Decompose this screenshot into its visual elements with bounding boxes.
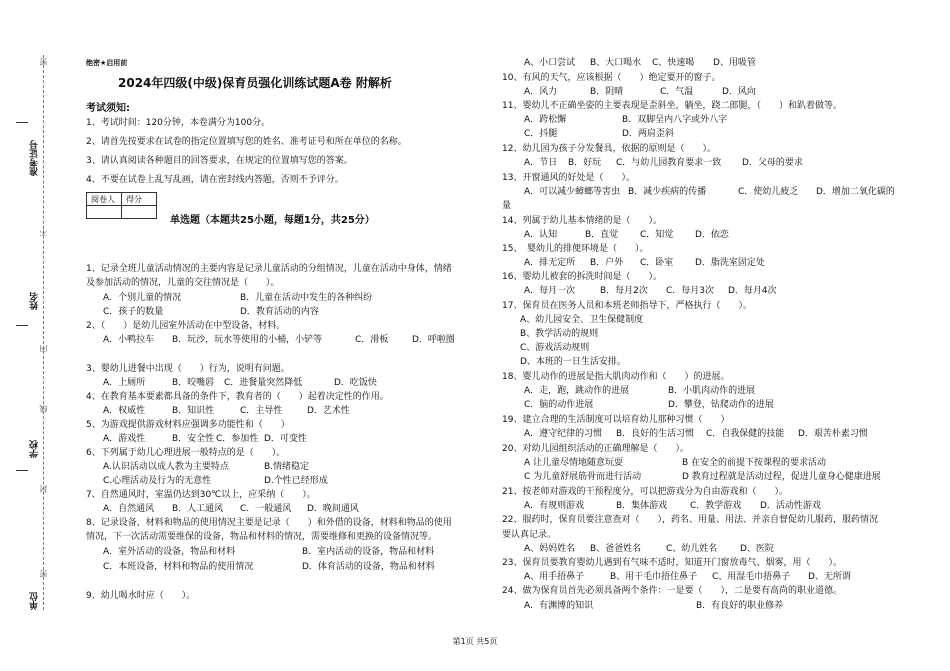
question-text: 22、服药时，保育员要注意查对（ ），药名、用量、用法、并亲自督促幼儿服药，服药情况 [502, 515, 878, 525]
option: C．自我保健的技能 [706, 429, 785, 439]
question-text: 18、婴儿动作的进展是指大肌肉动作和（ ）的进展。 [502, 372, 730, 382]
seal-mark: 封 [39, 485, 48, 493]
option: D．可变性 [264, 434, 307, 444]
option: A．个别儿童的情况 [103, 293, 182, 303]
option: B．知识性 [172, 406, 215, 416]
option: A．有规则游戏 [524, 501, 585, 511]
option: B．直觉 [585, 230, 619, 240]
option: B．双脚呈内八字或外八字 [622, 115, 728, 125]
question-text: 情况，下一次活动需要维保的设备，物品和材料的情况，需要维修和更换的设备情况等。 [86, 532, 438, 542]
option: D．吃饭快 [334, 378, 377, 388]
option: C．使幼儿疲乏 [738, 187, 799, 197]
option: A．走，跑，跳动作的进展 [524, 386, 630, 396]
option: B 在安全的前提下按课程的要求活动 [682, 458, 827, 468]
question-text: 24、做为保育员首先必须具备两个条件：一是要（ ），二是要有高尚的职业道德。 [502, 586, 842, 596]
seal-mark: 不 [39, 228, 48, 236]
option: A、幼儿园安全、卫生保健制度 [520, 315, 644, 325]
seal-mark: 线 [39, 405, 48, 413]
option: D．艺术性 [307, 406, 350, 416]
option: D、用吸管 [713, 58, 756, 68]
secret-mark: 绝密★启用前 [86, 59, 128, 67]
option: B．安全性 [172, 434, 215, 444]
section-title: 单选题（本题共25小题，每题1分，共25分） [170, 215, 375, 226]
option: A.认识活动以成人教为主要特点 [103, 462, 229, 472]
option: A．自然通风 [103, 504, 155, 514]
option: B．良好的生活习惯 [616, 429, 695, 439]
option: D．教育活动的内容 [240, 307, 319, 317]
option: A．权威性 [103, 406, 146, 416]
option: B．咬嘴唇 [172, 378, 215, 388]
question-text: 6、下列属于幼儿心理进展一般特点的是（ ）。 [86, 448, 286, 458]
question-text: 23、保育员要教育婴幼儿遇到有气味不适时，知道开门窗放毒气、烟雾，用（ ）。 [502, 558, 842, 568]
option: B．玩沙，玩水等使用的小桶，小铲等 [172, 335, 323, 345]
option: A．跨松懈 [524, 115, 567, 125]
option: C．教学游戏 [690, 501, 742, 511]
option: D．攀登，钻爬动作的进展 [668, 400, 774, 410]
option: A．小鸭拉车 [103, 335, 155, 345]
notice-heading: 考试须知: [86, 103, 130, 114]
option: B．人工通风 [172, 504, 224, 514]
option: D、医院 [740, 544, 774, 554]
seal-line [43, 55, 44, 610]
option: B.情绪稳定 [264, 462, 310, 472]
option: C．一般通风 [240, 504, 292, 514]
notice-item: 4、不要在试卷上乱写乱画，请在密封线内答题，否则不予评分。 [86, 175, 344, 185]
option: C.心理活动及行为的无意性 [103, 476, 212, 486]
option: C．主导性 [240, 406, 283, 416]
option: D．晚间通风 [307, 504, 359, 514]
option: B．有良好的职业修养 [696, 601, 784, 611]
option: D．脂洗室固定处 [695, 258, 765, 268]
question-text-wrap: 量 [502, 201, 512, 211]
unit-label: 单位 [30, 592, 40, 610]
option: D．体育活动的设备，物品和材料 [302, 562, 435, 572]
option: B．减少疾病的传播 [628, 187, 707, 197]
option: A．游戏性 [103, 434, 146, 444]
option: A．节日 [524, 158, 558, 168]
option: A．每月一次 [524, 286, 576, 296]
option: C．抖腿 [524, 129, 558, 139]
question-text: 要认真记录。 [502, 530, 557, 540]
option: A、小口尝试 [524, 58, 576, 68]
question-text: 11、婴幼儿不正确坐姿的主要表现是歪斜坐，躺坐，跷二郎腿，（ ）和趴着做等。 [502, 101, 842, 111]
score-table [86, 192, 157, 219]
question-text: 3、婴幼儿进餐中出现（ ）行为，说明有问题。 [86, 364, 290, 374]
question-text: 21、按老师对游戏的干预程度分，可以把游戏分为自由游戏和（ ）。 [502, 487, 788, 497]
question-text: 13、开窗通风的好处是（ ）。 [502, 173, 635, 183]
option: B．好玩 [568, 158, 602, 168]
option: B、用干毛巾捂住鼻子 [610, 572, 698, 582]
option: C．参加性 [216, 434, 259, 444]
question-text: 14、列属于幼儿基本情绪的是（ ）。 [502, 216, 662, 226]
option: C．卧室 [640, 258, 674, 268]
question-text: 2、（ ）是幼儿园室外活动在中型设备，材料。 [86, 321, 286, 331]
option: C、幼儿姓名 [666, 544, 718, 554]
option: A．有渊博的知识 [524, 601, 594, 611]
grader-blank[interactable] [87, 206, 122, 219]
option: B、教学活动的规则 [520, 329, 599, 339]
option: D、无所谓 [808, 572, 851, 582]
question-text: 15、 婴幼儿的排便环境是（ ）。 [502, 244, 649, 254]
option: C 为儿童舒展筋骨而进行活动 [524, 472, 642, 482]
question-text: 1、记录全班儿童活动情况的主要内容是记录儿童活动的分组情况，儿童在活动中身体，情绪 [86, 264, 452, 274]
score-cell: 得分 [122, 193, 157, 206]
option: C、游戏活动规则 [520, 343, 590, 353]
name-label: 姓名 [30, 292, 40, 310]
option: D．依恋 [695, 230, 729, 240]
question-text: 7、自然通风时，室温仍达到30℃以上，应采纳（ ）。 [86, 490, 316, 500]
option: B．儿童在活动中发生的各种纠纷 [240, 293, 373, 303]
question-text: 及参加活动的情况，儿童的交往情况是（ ）。 [86, 278, 280, 288]
question-text: 12、幼儿园为孩子分发餐具，依据的原则是（ ）。 [502, 144, 716, 154]
option: C．孩子的数量 [103, 307, 164, 317]
option: D．活动性游戏 [760, 501, 821, 511]
option: C．知觉 [640, 230, 674, 240]
question-text: 8、记录设备，材料和物品的使用情况主要是记录（ ）和外借的设备，材料和物品的使用 [86, 518, 452, 528]
question-text: 10、有风的天气，应该根据（ ）绝定要开的窗子。 [502, 73, 721, 83]
option: A、妈妈姓名 [524, 544, 576, 554]
notice-item: 1、考试时间：120分钟，本卷满分为100分。 [86, 118, 271, 128]
option: C．脑的动作进展 [524, 400, 594, 410]
question-text: 20、对幼儿园组织活动的正确理解是（ ）。 [502, 444, 689, 454]
fill-line [16, 470, 28, 471]
option: B．阴晴 [590, 87, 624, 97]
exam-number-label: 准考证号 [30, 140, 40, 176]
option: B．集体游戏 [616, 501, 668, 511]
option: C．每月3次 [666, 286, 715, 296]
score-blank[interactable] [122, 206, 157, 219]
option: D．增加二氧化碳的 [816, 187, 895, 197]
option: B、爸爸姓名 [590, 544, 642, 554]
option: A．认知 [524, 230, 558, 240]
option: D、本班的一日生活安排。 [520, 357, 626, 367]
option: B．户外 [590, 258, 624, 268]
fill-line [16, 325, 28, 326]
question-text: 17、保育员在医务人员和本班老师指导下，严格执行（ ）。 [502, 301, 752, 311]
option: B．室内活动的设备，物品和材料 [302, 547, 435, 557]
option: D．呼啦圈 [412, 335, 455, 345]
option: C．与幼儿园教育要求一致 [616, 158, 722, 168]
option: C．本班设备，材料和物品的使用情况 [103, 562, 254, 572]
binding-margin [0, 0, 62, 671]
question-text: 19、建立合理的生活制度可以培育幼儿那种习惯（ ） [502, 415, 730, 425]
question-text: 4、在教育基本要素都具备的条件下，教育者的（ ）起着决定性的作用。 [86, 392, 389, 402]
question-text: 5、为游戏提供游戏材料应强调多功能性和（ ） [86, 420, 290, 430]
seal-mark: 密 [39, 58, 48, 66]
option: C、用湿毛巾捂鼻子 [712, 572, 791, 582]
question-text: 16、婴幼儿被套的拆洗时间是（ ）。 [502, 272, 662, 282]
option: D．每月4次 [728, 286, 777, 296]
question-text: 9、幼儿喝水时应（ ）。 [86, 591, 196, 601]
option: D.个性已经形成 [264, 476, 328, 486]
school-label: 学校 [30, 440, 40, 458]
notice-item: 3、请认真阅读各种题目的回答要求，在规定的位置填写您的答案。 [86, 156, 353, 166]
grader-cell: 阅卷人 [87, 193, 122, 206]
option: B．小肌肉动作的进展 [668, 386, 756, 396]
option: B、大口喝水 [590, 58, 642, 68]
option: C．气温 [660, 87, 694, 97]
option: D．父母的要求 [742, 158, 803, 168]
page-title: 2024年四级(中级)保育员强化训练试题A卷 附解析 [118, 76, 392, 90]
option: C．滑板 [355, 335, 389, 345]
option: A．风力 [524, 87, 558, 97]
option: B．每月2次 [600, 286, 648, 296]
option: C．进餐量突然降低 [224, 378, 303, 388]
option: A．上厕所 [103, 378, 146, 388]
option: A 让儿童尽情地随意玩耍 [524, 458, 624, 468]
option: A．排无定所 [524, 258, 576, 268]
option: A、用手捂鼻子 [524, 572, 585, 582]
option: D．两肩歪斜 [622, 129, 674, 139]
option: D．艰苦朴素习惯 [798, 429, 868, 439]
option: D．风向 [722, 87, 756, 97]
seal-mark: 密 [39, 570, 48, 578]
option: D 教育过程就是活动过程，促进儿童身心健康进展 [682, 472, 881, 482]
option: A．可以减少蟑螂等害虫 [524, 187, 621, 197]
fill-line [16, 122, 28, 123]
option: A．室外活动的设备，物品和材料 [103, 547, 236, 557]
seal-mark: 内 [39, 345, 48, 353]
notice-item: 2、请首先按要求在试卷的指定位置填写您的姓名、准考证号和所在单位的名称。 [86, 137, 407, 147]
option: A．遵守纪律的习惯 [524, 429, 603, 439]
page-footer: 第1页 共5页 [452, 637, 498, 646]
option: C、快速喝 [652, 58, 695, 68]
